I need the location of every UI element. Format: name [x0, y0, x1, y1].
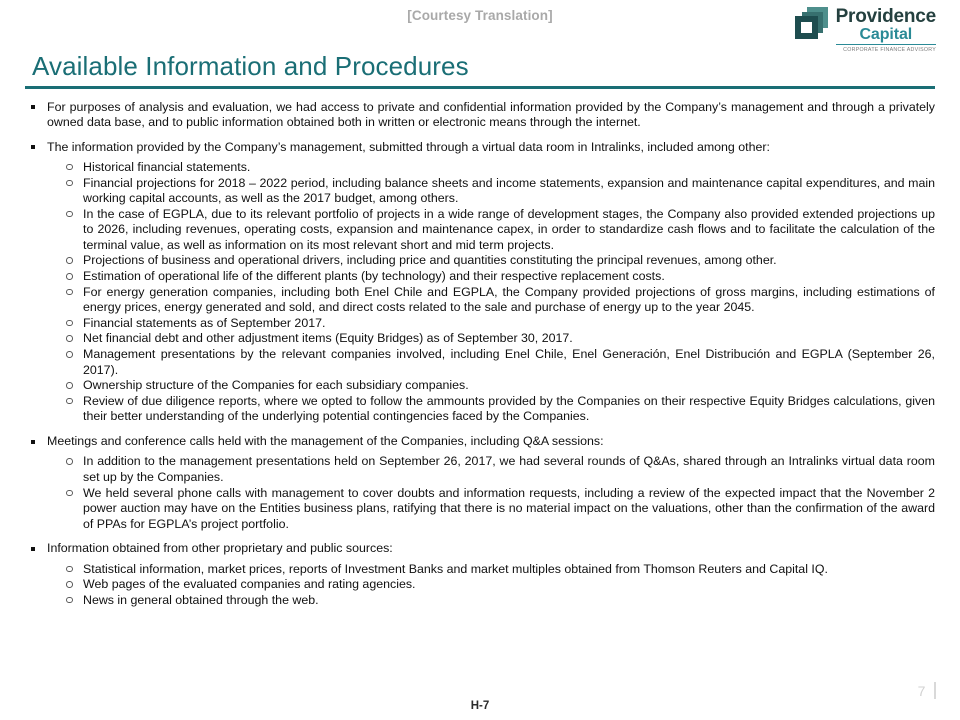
circle-bullet-icon	[66, 211, 73, 218]
logo-secondary-text: Capital	[836, 27, 936, 45]
slide-footer	[0, 672, 960, 720]
page-title: Available Information and Procedures	[32, 51, 469, 81]
bullet-level2	[63, 285, 935, 316]
circle-bullet-icon	[66, 335, 73, 342]
circle-bullet-icon	[66, 597, 73, 604]
circle-bullet-icon	[66, 257, 73, 264]
providence-capital-logo	[794, 7, 936, 53]
bullet-level1	[25, 140, 935, 426]
bullet-level2	[63, 160, 935, 176]
circle-bullet-icon	[66, 581, 73, 588]
bullet-sublist	[63, 160, 935, 425]
bullet-level2	[63, 207, 935, 254]
circle-bullet-icon	[66, 180, 73, 187]
square-bullet-icon	[31, 105, 35, 109]
square-bullet-icon	[31, 440, 35, 444]
courtesy-translation-note: [Courtesy Translation]	[407, 8, 553, 23]
circle-bullet-icon	[66, 458, 73, 465]
bullet-level2-text: We held several phone calls with management to cover doubts and information requests, including a review of the expected impact that the November 2 power auction may have on the Entities business plans, ratifying that there is no material impact on the valuations, other than the confirmation of the award of PPAs for EGPLA’s project portfolio.	[83, 485, 935, 531]
bullet-level2-text: Web pages of the evaluated companies and rating agencies.	[83, 577, 416, 592]
bullet-level1-text: Meetings and conference calls held with the management of the Companies, including Q&A sessions:	[47, 434, 604, 449]
circle-bullet-icon	[66, 164, 73, 171]
circle-bullet-icon	[66, 398, 73, 405]
page-separator-bar	[934, 682, 936, 699]
bullet-level2-text: Historical financial statements.	[83, 159, 251, 174]
bullet-level2-text: Projections of business and operational drivers, including price and quantities constituting the principal revenues, among other.	[83, 253, 777, 268]
circle-bullet-icon	[66, 382, 73, 389]
page-number: 7	[917, 682, 926, 699]
footer-page-indicator	[918, 682, 936, 699]
bullet-level2-text: Statistical information, market prices, reports of Investment Banks and market multiples obtained from Thomson Reuters and Capital IQ.	[83, 561, 828, 576]
bullet-level2-text: In the case of EGPLA, due to its relevant portfolio of projects in a wide range of development stages, the Company also provided extended projections up to 2026, including revenues, operating costs, expansion and maintenance capex, in order to standardize cash flows and to facilitate the calculation of the terminal value, as well as information on its most relevant short and mid term projects.	[83, 206, 935, 252]
circle-bullet-icon	[66, 490, 73, 497]
bullet-level1	[25, 434, 935, 532]
layered-squares-icon	[794, 7, 830, 41]
bullet-level2-text: In addition to the management presentations held on September 26, 2017, we had several rounds of Q&As, shared through an Intralinks virtual data room set up by the Companies.	[83, 454, 935, 485]
bullet-level1-text: Information obtained from other proprietary and public sources:	[47, 541, 393, 556]
bullet-level2-text: News in general obtained through the web.	[83, 592, 319, 607]
title-divider	[25, 86, 935, 89]
sub-bullet-group	[47, 454, 935, 532]
bullet-level2	[63, 331, 935, 347]
square-bullet-icon	[31, 547, 35, 551]
bullet-level2-text: Net financial debt and other adjustment items (Equity Bridges) as of September 30, 2017.	[83, 331, 573, 346]
slide-body	[25, 100, 935, 609]
bullet-level2-text: Management presentations by the relevant companies involved, including Enel Chile, Enel Generación, Enel Distribución and EGPLA (September 26, 2017).	[83, 347, 935, 377]
bullet-level1	[25, 100, 935, 131]
bullet-sublist	[63, 454, 935, 532]
bullet-level2	[63, 253, 935, 269]
circle-bullet-icon	[66, 320, 73, 327]
circle-bullet-icon	[66, 566, 73, 573]
circle-bullet-icon	[66, 351, 73, 358]
logo-tagline: CORPORATE FINANCE ADVISORY	[843, 46, 936, 53]
bullet-level2	[63, 378, 935, 394]
bullet-level2	[63, 176, 935, 207]
bullet-level2	[63, 577, 935, 593]
circle-bullet-icon	[66, 273, 73, 280]
logo-primary-text: Providence	[835, 6, 936, 27]
bullet-level2-text: Financial projections for 2018 – 2022 period, including balance sheets and income statements, expansion and maintenance capital expenditures, and main working capital accounts, as well as the 2017 budget, among others.	[83, 175, 935, 206]
bullet-level2	[63, 394, 935, 425]
bullet-level2	[63, 593, 935, 609]
bullet-level2	[63, 347, 935, 378]
bullet-level2-text: Ownership structure of the Companies for each subsidiary companies.	[83, 378, 469, 393]
bullet-level2	[63, 454, 935, 485]
bullet-sublist	[63, 562, 935, 609]
sub-bullet-group	[47, 562, 935, 609]
bullet-level2	[63, 269, 935, 285]
bullet-list	[25, 100, 935, 609]
bullet-level2	[63, 486, 935, 533]
bullet-level2-text: Review of due diligence reports, where we opted to follow the ammounts provided by the Companies on their respective Equity Bridges calculations, given their better understanding of the underlying potential contingencies faced by the Companies.	[83, 393, 935, 424]
bullet-level2-text: Financial statements as of September 2017.	[83, 315, 326, 330]
slide-header	[0, 0, 960, 52]
title-block	[32, 52, 935, 89]
bullet-level2-text: For energy generation companies, including both Enel Chile and EGPLA, the Company provided projections of gross margins, including estimations of energy prices, energy generated and sold, and direct costs related to the sale and purchase of energy up to the year 2045.	[83, 284, 935, 315]
bullet-level1-text: The information provided by the Company’s management, submitted through a virtual data room in Intralinks, included among other:	[47, 139, 770, 154]
bullet-level1-text: For purposes of analysis and evaluation, we had access to private and confidential information provided by the Company’s management and through a privately owned data base, and to public information obtained both in written or electronic means through the internet.	[47, 99, 935, 130]
bullet-level2-text: Estimation of operational life of the different plants (by technology) and their respective replacement costs.	[83, 269, 665, 284]
logo-wordmark	[836, 7, 936, 53]
bullet-level2	[63, 562, 935, 578]
square-bullet-icon	[31, 145, 35, 149]
sub-bullet-group	[47, 160, 935, 425]
circle-bullet-icon	[66, 289, 73, 296]
bullet-level2	[63, 316, 935, 332]
bullet-level1	[25, 541, 935, 608]
footer-document-label: H-7	[470, 700, 490, 712]
